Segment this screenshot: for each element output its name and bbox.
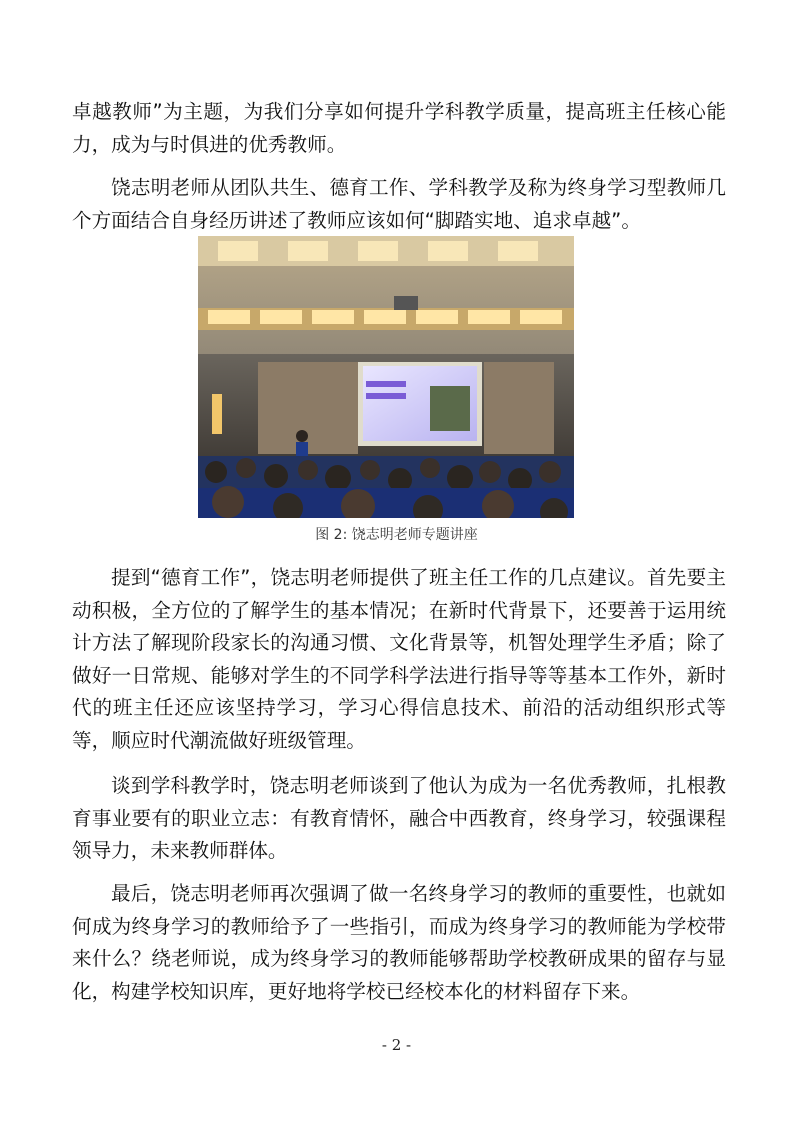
figure-caption: 图 2: 饶志明老师专题讲座 <box>315 527 478 543</box>
page-number: - 2 - <box>381 1036 412 1054</box>
paragraph-1: 卓越教师”为主题，为我们分享如何提升学科教学质量，提高班主任核心能力，成为与时俱进的优秀教师。 <box>72 100 726 156</box>
paragraph-4: 谈到学科教学时，饶志明老师谈到了他认为成为一名优秀教师，扎根教育事业要有的职业立志：有教育情怀，融合中西教育，终身学习，较强课程领导力，未来教师群体。 <box>72 774 726 863</box>
paragraph-5: 最后，饶志明老师再次强调了做一名终身学习的教师的重要性，也就如何成为终身学习的教师给予了一些指引，而成为终身学习的教师能为学校带来什么？绕老师说，成为终身学习的教师能够帮助学校教研成果的留存与显化，构建学校知识库，更好地将学校已经校本化的材料留存下来。 <box>72 882 726 1003</box>
lecture-photo <box>198 236 574 518</box>
paragraph-3: 提到“德育工作”，饶志明老师提供了班主任工作的几点建议。首先要主动积极，全方位的了解学生的基本情况；在新时代背景下，还要善于运用统计方法了解现阶段家长的沟通习惯、文化背景等，机智处理学生矛盾；除了做好一日常规、能够对学生的不同学科学法进行指导等等基本工作外，新时代的班主任还应该坚持学习，学习心得信息技术、前沿的活动组织形式等等，顺应时代潮流做好班级管理。 <box>72 566 726 752</box>
paragraph-2: 饶志明老师从团队共生、德育工作、学科教学及称为终身学习型教师几个方面结合自身经历讲述了教师应该如何“脚踏实地、追求卓越”。 <box>72 176 726 232</box>
